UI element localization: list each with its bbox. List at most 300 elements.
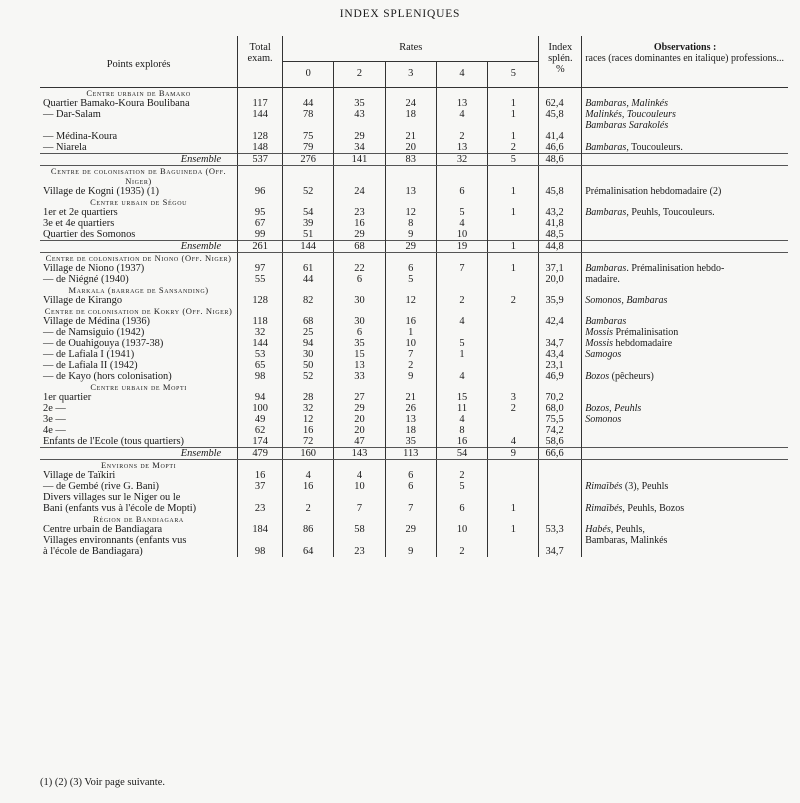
obs-italic: Malinkés, Toucouleurs (585, 109, 676, 120)
cell-r0: 39 (283, 218, 334, 229)
cell-r4: 4 (436, 109, 487, 120)
section-spacer-rate (334, 88, 385, 99)
section-title-row (40, 306, 788, 316)
row-label: — de Gembé (rive G. Bani) (43, 481, 159, 492)
section-spacer-obs (582, 306, 788, 316)
section-title-row (40, 285, 788, 295)
obs-italic: Rimaïbés (585, 503, 623, 514)
cell-r3: 7 (385, 503, 436, 514)
section-title: Centre de colonisation de Niono (Off. Niger) (45, 253, 232, 263)
cell-r0: 2 (283, 503, 334, 514)
section-spacer-index (539, 306, 582, 316)
cell-r5 (488, 492, 539, 503)
cell-r2: 15 (334, 349, 385, 360)
cell-index: 20,0 (539, 274, 582, 285)
section-title-row (40, 253, 788, 264)
cell-index (539, 535, 582, 546)
cell-r4: 13 (436, 142, 487, 154)
cell-r5: 1 (488, 503, 539, 514)
cell-observations (582, 131, 788, 142)
cell-index: 43,2 (539, 207, 582, 218)
cell-observations (582, 360, 788, 371)
cell-r2: 34 (334, 142, 385, 154)
table-row (40, 503, 788, 514)
section-spacer-rate (283, 514, 334, 524)
cell-index: 43,4 (539, 349, 582, 360)
cell-r2: 30 (334, 316, 385, 327)
section-spacer-rate (488, 382, 539, 392)
cell-r4: 5 (436, 481, 487, 492)
table-row (40, 371, 788, 382)
cell-total: 16 (238, 470, 283, 481)
cell-r0 (283, 492, 334, 503)
ensemble-r2: 141 (334, 154, 385, 166)
cell-r3: 9 (385, 546, 436, 557)
cell-r2: 23 (334, 207, 385, 218)
cell-r2 (334, 492, 385, 503)
section-spacer-rate (283, 88, 334, 99)
obs-italic: Mossis (585, 338, 613, 349)
cell-r4: 11 (436, 403, 487, 414)
header-rate-2: 2 (334, 62, 385, 88)
cell-observations (582, 229, 788, 241)
section-spacer-obs (582, 88, 788, 99)
cell-r4: 5 (436, 207, 487, 218)
section-spacer-rate (385, 514, 436, 524)
cell-r0: 52 (283, 186, 334, 197)
row-label: 3e — (43, 414, 66, 425)
cell-r2: 30 (334, 295, 385, 306)
obs-italic: Bambaras (585, 142, 627, 153)
section-spacer-rate (334, 514, 385, 524)
header-index-line1: Index (548, 42, 573, 53)
cell-r3: 21 (385, 392, 436, 403)
row-label: 1er et 2e quartiers (43, 207, 118, 218)
cell-r5: 1 (488, 109, 539, 120)
cell-r2: 29 (334, 131, 385, 142)
cell-r2: 6 (334, 274, 385, 285)
section-spacer-rate (488, 460, 539, 471)
header-rate-4: 4 (436, 62, 487, 88)
cell-r3: 35 (385, 436, 436, 448)
cell-index: 70,2 (539, 392, 582, 403)
cell-r0: 4 (283, 470, 334, 481)
table-row (40, 425, 788, 436)
table-row (40, 120, 788, 131)
cell-r3: 6 (385, 470, 436, 481)
page-title: INDEX SPLENIQUES (339, 8, 461, 20)
ensemble-r3: 29 (385, 241, 436, 253)
section-spacer-rate (436, 253, 487, 264)
header-observations (582, 36, 788, 88)
cell-r4 (436, 360, 487, 371)
table-row (40, 546, 788, 557)
cell-r2: 23 (334, 546, 385, 557)
section-spacer-rate (385, 88, 436, 99)
cell-r3: 6 (385, 481, 436, 492)
cell-r3: 2 (385, 360, 436, 371)
section-spacer-obs (582, 460, 788, 471)
cell-r5: 1 (488, 524, 539, 535)
obs-text: (3), Peuhls (622, 481, 669, 492)
ensemble-r0: 144 (283, 241, 334, 253)
table-row (40, 392, 788, 403)
cell-total: 184 (238, 524, 283, 535)
section-spacer-total (238, 253, 283, 264)
cell-index: 68,0 (539, 403, 582, 414)
section-title-row (40, 166, 788, 187)
cell-r4: 15 (436, 392, 487, 403)
obs-italic: Habés (585, 524, 611, 535)
table-row (40, 535, 788, 546)
cell-r3: 5 (385, 274, 436, 285)
cell-r0: 68 (283, 316, 334, 327)
cell-r2: 58 (334, 524, 385, 535)
cell-r0: 32 (283, 403, 334, 414)
table-row (40, 295, 788, 306)
section-title: Centre urbain de Mopti (90, 382, 187, 392)
cell-observations (582, 263, 788, 274)
table-row (40, 470, 788, 481)
cell-r3: 24 (385, 98, 436, 109)
index-table (40, 36, 788, 557)
cell-r4: 13 (436, 98, 487, 109)
obs-italic: Bambaras (585, 207, 627, 218)
cell-r0: 75 (283, 131, 334, 142)
cell-observations (582, 503, 788, 514)
cell-r0: 16 (283, 425, 334, 436)
section-spacer-index (539, 514, 582, 524)
section-spacer-rate (385, 306, 436, 316)
cell-r5 (488, 481, 539, 492)
row-label: Villages environnants (enfants vus (43, 535, 187, 546)
header-rate-3: 3 (385, 62, 436, 88)
obs-italic: Bozos (585, 371, 610, 382)
cell-index: 53,3 (539, 524, 582, 535)
ensemble-r3: 83 (385, 154, 436, 166)
cell-index (539, 481, 582, 492)
cell-observations (582, 274, 788, 285)
cell-r2: 4 (334, 470, 385, 481)
cell-total: 23 (238, 503, 283, 514)
row-label: à l'école de Bandiagara) (43, 546, 143, 557)
table-row (40, 436, 788, 448)
section-title: Centre urbain de Bamako (86, 88, 191, 98)
obs-text: Prémalinisation (613, 327, 679, 338)
table-row (40, 207, 788, 218)
cell-r3: 16 (385, 316, 436, 327)
cell-r4: 2 (436, 131, 487, 142)
cell-r0: 44 (283, 274, 334, 285)
ensemble-r4: 19 (436, 241, 487, 253)
table-body (40, 88, 788, 558)
section-spacer-rate (283, 166, 334, 187)
table-row (40, 98, 788, 109)
cell-index: 23,1 (539, 360, 582, 371)
section-spacer-total (238, 166, 283, 187)
obs-text: , Peuhls, Toucouleurs. (626, 207, 715, 218)
cell-r0 (283, 535, 334, 546)
obs-text: , Peuhls, (610, 524, 645, 535)
section-title-row (40, 382, 788, 392)
ensemble-row (40, 154, 788, 166)
section-spacer-rate (283, 460, 334, 471)
section-spacer-rate (488, 306, 539, 316)
cell-total: 100 (238, 403, 283, 414)
cell-index: 41,4 (539, 131, 582, 142)
section-spacer-rate (334, 460, 385, 471)
cell-observations (582, 109, 788, 120)
cell-r5 (488, 349, 539, 360)
cell-total: 99 (238, 229, 283, 241)
cell-total: 148 (238, 142, 283, 154)
section-title-row (40, 197, 788, 207)
cell-index (539, 327, 582, 338)
cell-index (539, 470, 582, 481)
table-row (40, 327, 788, 338)
section-spacer-rate (385, 382, 436, 392)
ensemble-r4: 54 (436, 448, 487, 460)
cell-observations (582, 327, 788, 338)
footnote: (1) (2) (3) Voir page suivante. (40, 777, 165, 788)
row-label: Divers villages sur le Niger ou le (43, 492, 181, 503)
row-label: — Médina-Koura (43, 131, 118, 142)
cell-r5: 1 (488, 263, 539, 274)
cell-observations (582, 349, 788, 360)
section-spacer-rate (334, 253, 385, 264)
cell-observations (582, 414, 788, 425)
cell-r5 (488, 316, 539, 327)
cell-total (238, 535, 283, 546)
ensemble-row (40, 448, 788, 460)
row-label: Bani (enfants vus à l'école de Mopti) (43, 503, 197, 514)
cell-total: 118 (238, 316, 283, 327)
cell-total: 37 (238, 481, 283, 492)
cell-r3: 26 (385, 403, 436, 414)
cell-r5 (488, 360, 539, 371)
cell-r5: 1 (488, 131, 539, 142)
cell-r5: 1 (488, 207, 539, 218)
row-label: Quartier Bamako-Koura Boulibana (43, 98, 190, 109)
cell-r3 (385, 535, 436, 546)
obs-italic: Bambaras, Malinkés (585, 98, 668, 109)
cell-r5 (488, 120, 539, 131)
cell-index: 45,8 (539, 186, 582, 197)
cell-r2 (334, 120, 385, 131)
cell-r5 (488, 274, 539, 285)
table-row (40, 338, 788, 349)
header-index-line3: % (556, 64, 565, 75)
section-spacer-rate (283, 253, 334, 264)
cell-r3: 9 (385, 371, 436, 382)
section-spacer-index (539, 382, 582, 392)
section-spacer-rate (488, 88, 539, 99)
obs-italic: Rimaïbés (585, 481, 623, 492)
section-spacer-index (539, 88, 582, 99)
cell-r0: 78 (283, 109, 334, 120)
cell-total: 95 (238, 207, 283, 218)
section-spacer-obs (582, 514, 788, 524)
section-spacer-rate (436, 166, 487, 187)
section-title-row (40, 514, 788, 524)
section-spacer-obs (582, 166, 788, 187)
cell-r3: 12 (385, 207, 436, 218)
cell-index: 58,6 (539, 436, 582, 448)
section-spacer-rate (283, 197, 334, 207)
cell-index: 46,9 (539, 371, 582, 382)
section-spacer-rate (488, 166, 539, 187)
cell-total: 32 (238, 327, 283, 338)
cell-r4: 7 (436, 263, 487, 274)
section-spacer-total (238, 285, 283, 295)
cell-total: 144 (238, 338, 283, 349)
section-spacer-rate (334, 306, 385, 316)
section-spacer-obs (582, 285, 788, 295)
cell-r2: 16 (334, 218, 385, 229)
row-label: 1er quartier (43, 392, 92, 403)
section-spacer-total (238, 88, 283, 99)
cell-r5 (488, 327, 539, 338)
row-label: 3e et 4e quartiers (43, 218, 115, 229)
cell-index: 48,5 (539, 229, 582, 241)
section-spacer-rate (436, 382, 487, 392)
cell-r4: 2 (436, 295, 487, 306)
section-spacer-rate (488, 514, 539, 524)
obs-text: , Toucouleurs. (626, 142, 683, 153)
row-label: Village de Médina (1936) (43, 316, 151, 327)
table-row (40, 229, 788, 241)
row-label: — de Kayo (hors colonisation) (43, 371, 172, 382)
section-spacer-rate (283, 382, 334, 392)
cell-observations (582, 338, 788, 349)
header-index (539, 36, 582, 88)
cell-observations (582, 470, 788, 481)
row-label: — de Namsiguio (1942) (43, 327, 145, 338)
section-spacer-rate (385, 166, 436, 187)
section-spacer-rate (385, 197, 436, 207)
cell-r5 (488, 218, 539, 229)
obs-italic: Mossis (585, 327, 613, 338)
ensemble-r4: 32 (436, 154, 487, 166)
cell-r5: 3 (488, 392, 539, 403)
section-spacer-index (539, 253, 582, 264)
cell-r5: 2 (488, 403, 539, 414)
section-spacer-rate (436, 514, 487, 524)
cell-index: 62,4 (539, 98, 582, 109)
cell-observations (582, 492, 788, 503)
section-spacer-rate (488, 253, 539, 264)
cell-total: 144 (238, 109, 283, 120)
row-label: 2e — (43, 403, 66, 414)
header-total (238, 36, 283, 88)
table-row (40, 349, 788, 360)
table-row (40, 131, 788, 142)
cell-r0: 51 (283, 229, 334, 241)
obs-text: (pêcheurs) (609, 371, 654, 382)
header-obs-title: Observations : (653, 42, 717, 53)
cell-total: 97 (238, 263, 283, 274)
cell-r0: 12 (283, 414, 334, 425)
cell-r0: 94 (283, 338, 334, 349)
cell-r3: 13 (385, 186, 436, 197)
cell-r0: 61 (283, 263, 334, 274)
row-label: Centre urbain de Bandiagara (43, 524, 163, 535)
cell-r0: 28 (283, 392, 334, 403)
cell-observations (582, 98, 788, 109)
section-spacer-index (539, 285, 582, 295)
cell-r5 (488, 338, 539, 349)
section-spacer-total (238, 197, 283, 207)
cell-r3: 7 (385, 349, 436, 360)
cell-r5 (488, 546, 539, 557)
cell-r0: 16 (283, 481, 334, 492)
cell-index (539, 492, 582, 503)
cell-r2: 20 (334, 414, 385, 425)
cell-total: 117 (238, 98, 283, 109)
row-label: — de Lafiala II (1942) (43, 360, 138, 371)
cell-r4: 1 (436, 349, 487, 360)
cell-r4: 4 (436, 371, 487, 382)
section-spacer-obs (582, 382, 788, 392)
cell-index: 46,6 (539, 142, 582, 154)
section-spacer-total (238, 514, 283, 524)
cell-r2: 24 (334, 186, 385, 197)
cell-r4: 4 (436, 414, 487, 425)
section-spacer-rate (436, 197, 487, 207)
cell-observations (582, 481, 788, 492)
cell-observations (582, 535, 788, 546)
cell-r2: 22 (334, 263, 385, 274)
section-spacer-rate (334, 382, 385, 392)
cell-observations (582, 142, 788, 154)
cell-observations (582, 218, 788, 229)
cell-index: 35,9 (539, 295, 582, 306)
obs-italic: Bambaras (585, 316, 627, 327)
ensemble-label: Ensemble (40, 448, 238, 460)
cell-r4: 5 (436, 338, 487, 349)
cell-total: 98 (238, 546, 283, 557)
cell-index: 34,7 (539, 338, 582, 349)
ensemble-index: 44,8 (539, 241, 582, 253)
ensemble-r0: 160 (283, 448, 334, 460)
cell-observations (582, 403, 788, 414)
cell-total (238, 120, 283, 131)
cell-r4: 16 (436, 436, 487, 448)
ensemble-r2: 143 (334, 448, 385, 460)
cell-r4: 10 (436, 229, 487, 241)
cell-total: 49 (238, 414, 283, 425)
row-label: — de Lafiala I (1941) (43, 349, 135, 360)
cell-total: 174 (238, 436, 283, 448)
cell-r2 (334, 535, 385, 546)
section-title-row (40, 460, 788, 471)
cell-r4: 8 (436, 425, 487, 436)
section-spacer-index (539, 460, 582, 471)
cell-r4 (436, 492, 487, 503)
cell-r4: 4 (436, 316, 487, 327)
obs-italic: Bambaras Sarakolés (585, 120, 669, 131)
cell-index: 45,8 (539, 109, 582, 120)
cell-total: 65 (238, 360, 283, 371)
obs-text: , Peuhls, Bozos (622, 503, 685, 514)
ensemble-total: 537 (238, 154, 283, 166)
section-spacer-rate (436, 88, 487, 99)
table-row (40, 403, 788, 414)
cell-r5: 1 (488, 186, 539, 197)
table-row (40, 481, 788, 492)
section-spacer-rate (334, 197, 385, 207)
obs-text: . Prémalinisation hebdo- (626, 263, 725, 274)
